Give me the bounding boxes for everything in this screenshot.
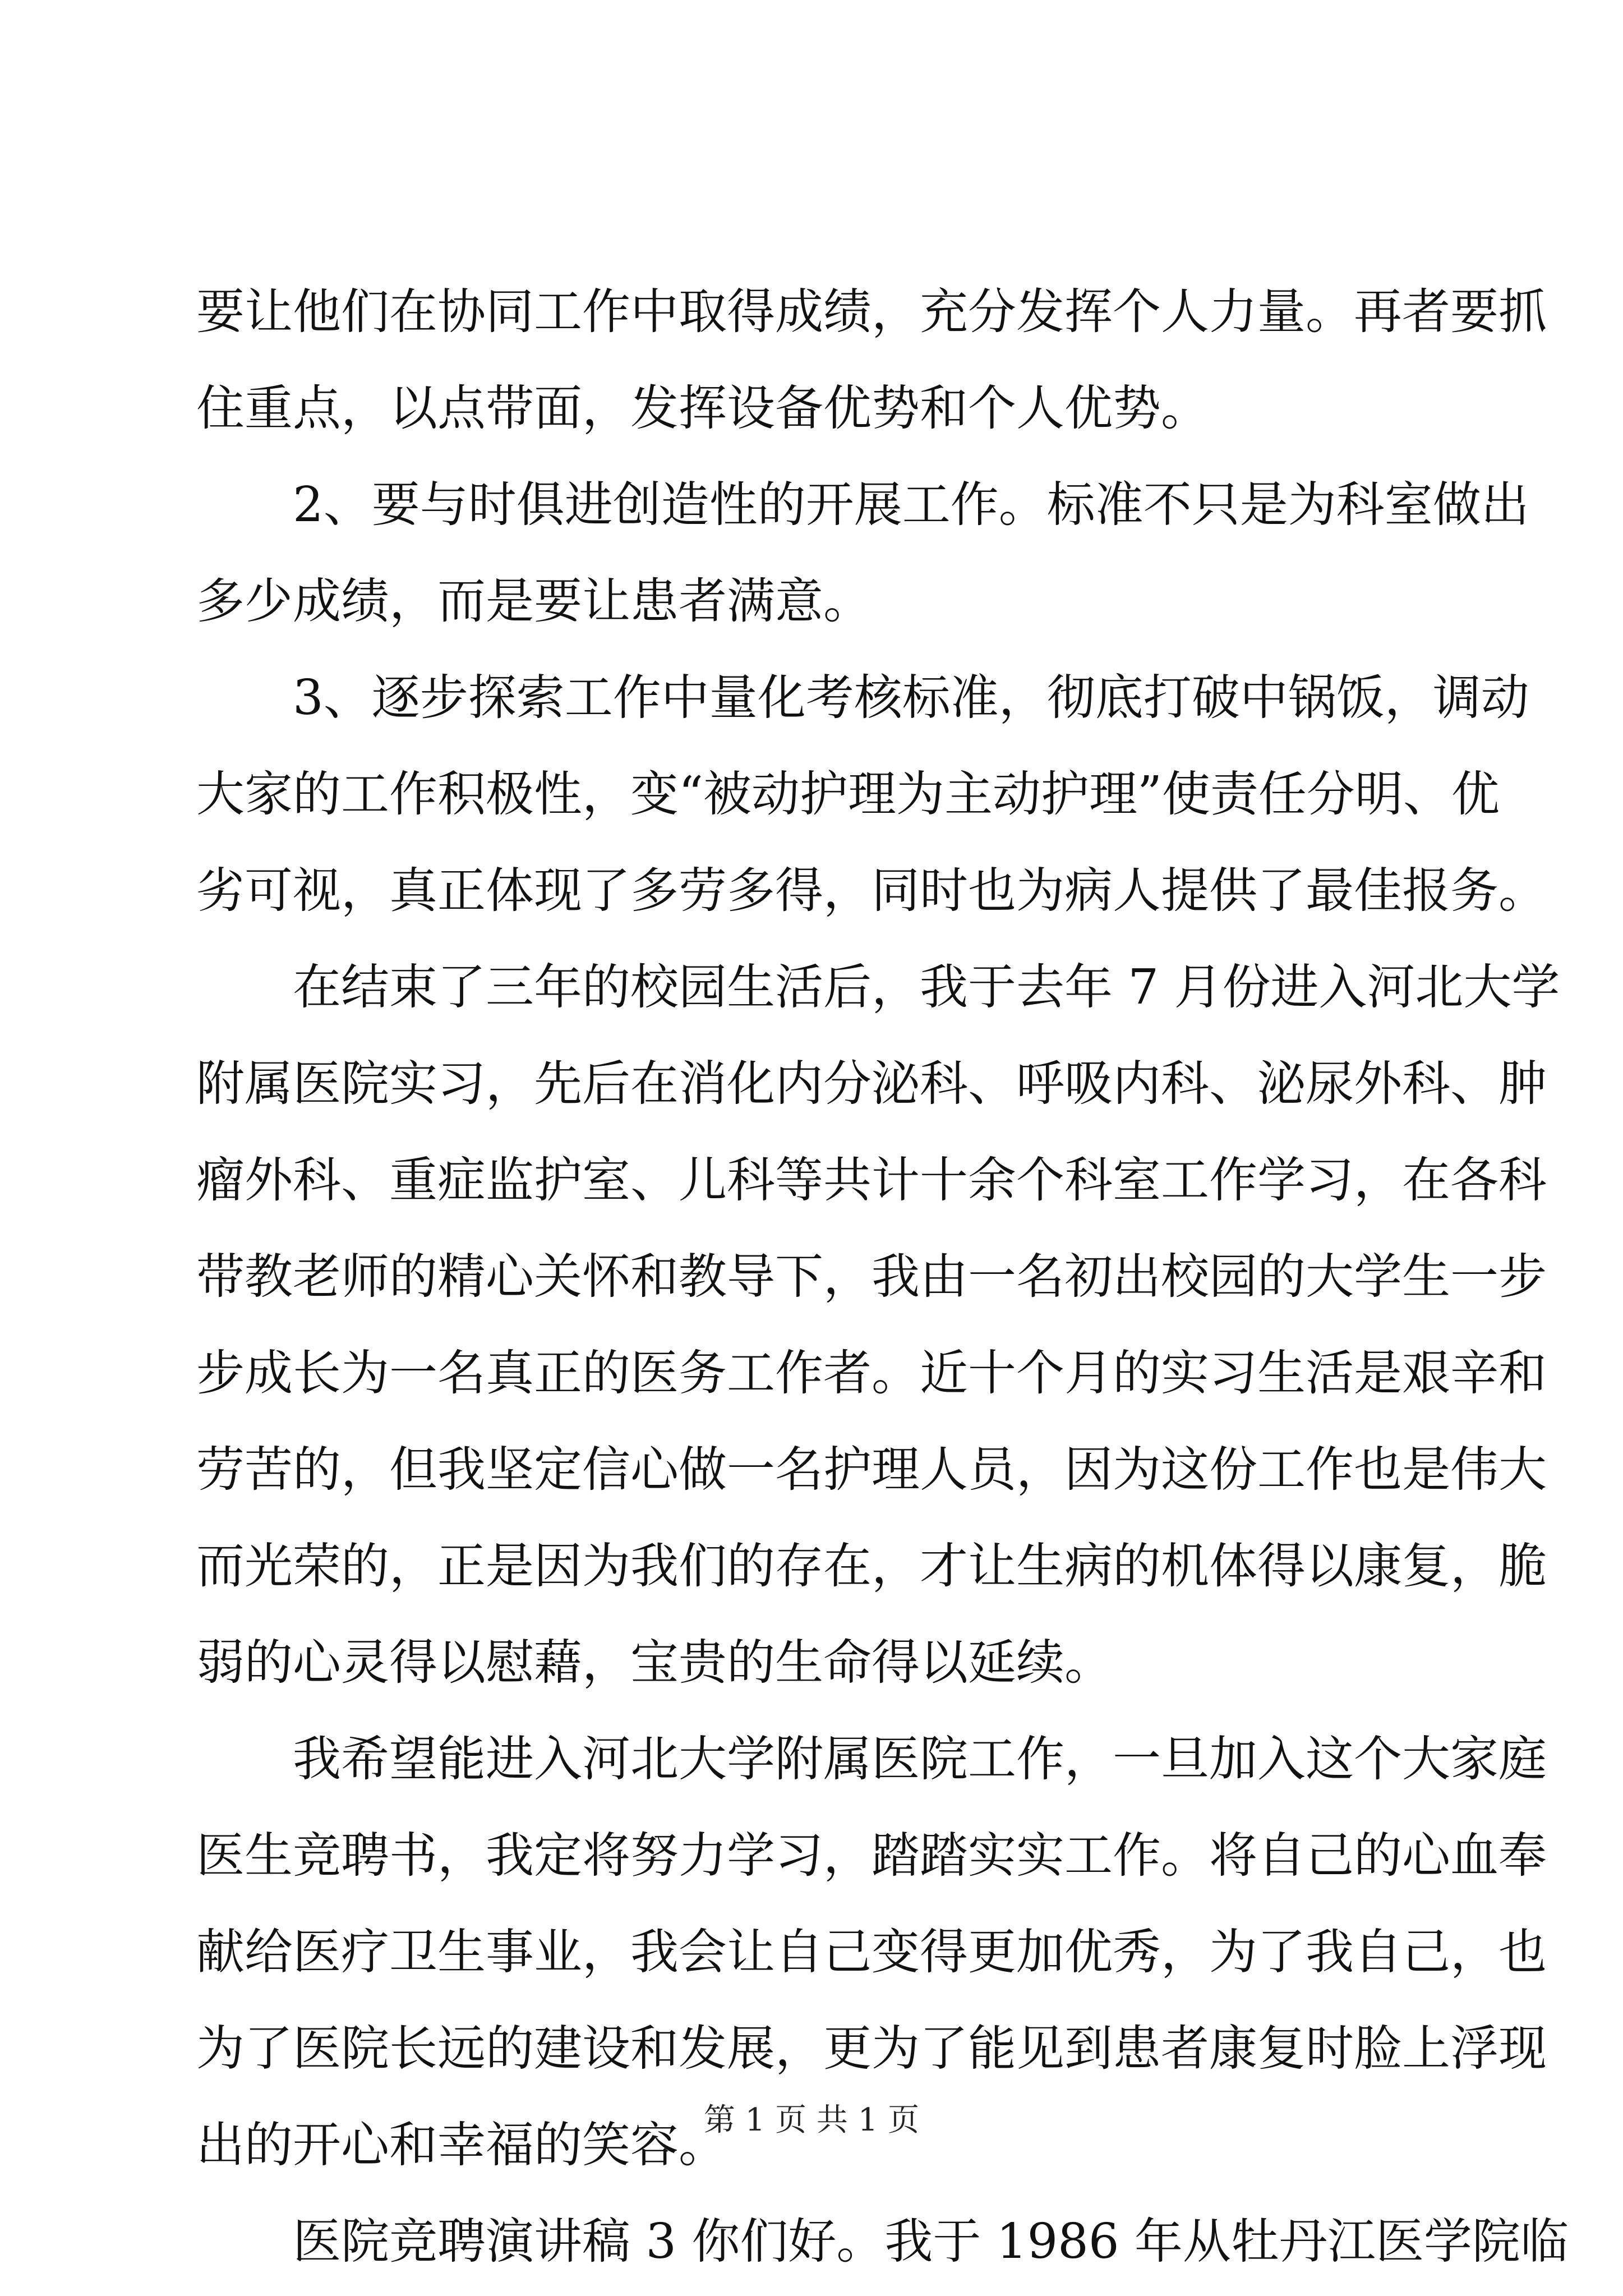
text-line-12: 步成长为一名真正的医务工作者。近十个月的实习生活是艰辛和	[196, 1345, 1547, 1401]
text-line-14: 而光荣的，正是因为我们的存在，才让生病的机体得以康复，脆	[196, 1538, 1547, 1594]
text-line-4: 多少成绩，而是要让患者满意。	[196, 573, 872, 629]
text-line-21: 医院竞聘演讲稿 3 你们好。我于 1986 年从牡丹江医学院临	[293, 2214, 1569, 2270]
text-line-1: 要让他们在协同工作中取得成绩，充分发挥个人力量。再者要抓	[196, 284, 1547, 340]
text-line-20: 出的开心和幸福的笑容。	[196, 2117, 727, 2173]
text-line-9: 附属医院实习，先后在消化内分泌科、呼吸内科、泌尿外科、肿	[196, 1056, 1547, 1112]
page-footer: 第 1 页 共 1 页	[703, 2102, 920, 2138]
text-line-17: 医生竞聘书，我定将努力学习，踏踏实实工作。将自己的心血奉	[196, 1828, 1547, 1884]
text-line-19: 为了医院长远的建设和发展，更为了能见到患者康复时脸上浮现	[196, 2021, 1547, 2077]
text-line-5: 3、逐步探索工作中量化考核标准，彻底打破中锅饭，调动	[293, 670, 1529, 726]
text-line-2: 住重点，以点带面，发挥设备优势和个人优势。	[196, 380, 1209, 436]
text-line-8: 在结束了三年的校园生活后，我于去年 7 月份进入河北大学	[293, 959, 1560, 1015]
text-line-7: 劣可视，真正体现了多劳多得，同时也为病人提供了最佳报务。	[196, 863, 1547, 919]
text-line-15: 弱的心灵得以慰藉，宝贵的生命得以延续。	[196, 1635, 1113, 1691]
text-line-16: 我希望能进入河北大学附属医院工作，一旦加入这个大家庭	[293, 1731, 1547, 1787]
text-line-11: 带教老师的精心关怀和教导下，我由一名初出校园的大学生一步	[196, 1249, 1547, 1305]
text-line-18: 献给医疗卫生事业，我会让自己变得更加优秀，为了我自己，也	[196, 1924, 1547, 1980]
document-body	[196, 264, 1569, 2290]
text-line-10: 瘤外科、重症监护室、儿科等共计十余个科室工作学习，在各科	[196, 1152, 1547, 1208]
text-line-6: 大家的工作积极性，变“被动护理为主动护理”使责任分明、优	[196, 766, 1500, 822]
text-line-13: 劳苦的，但我坚定信心做一名护理人员，因为这份工作也是伟大	[196, 1442, 1547, 1498]
text-line-3: 2、要与时俱进创造性的开展工作。标准不只是为科室做出	[293, 477, 1529, 533]
